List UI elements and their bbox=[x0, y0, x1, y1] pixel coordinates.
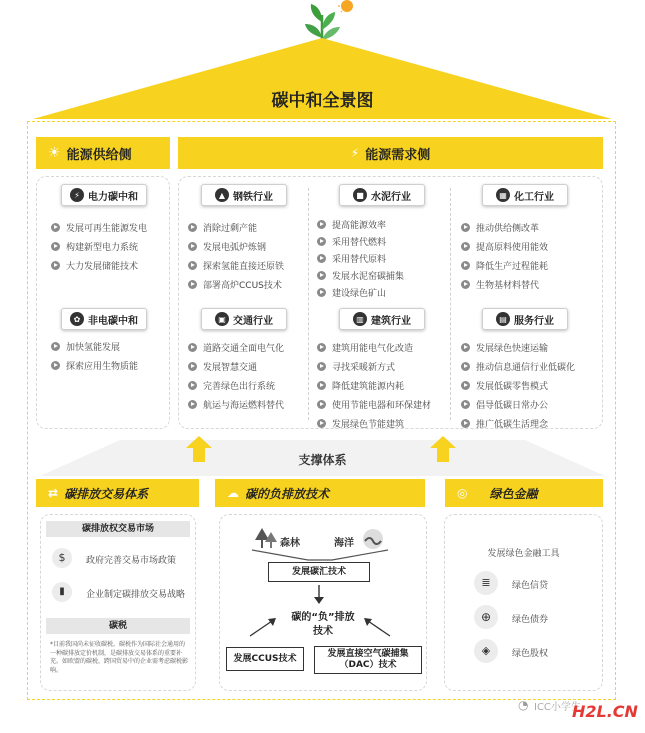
trading-header: 碳排放交易体系 bbox=[64, 486, 149, 501]
factory-icon: ▦ bbox=[496, 188, 510, 202]
supply-container bbox=[36, 176, 170, 429]
arrow-bullet-icon bbox=[461, 261, 470, 270]
negative-header: 碳的负排放技术 bbox=[245, 486, 330, 501]
item-text: 使用节能电器和环保建材 bbox=[332, 401, 432, 411]
coins-icon: ◎ bbox=[457, 486, 468, 500]
diag-arrow-icon bbox=[362, 616, 392, 638]
transport-list bbox=[188, 338, 284, 414]
service-icon: ▤ bbox=[496, 312, 510, 326]
arrow-bullet-icon bbox=[317, 343, 326, 352]
item-text: 发展智慧交通 bbox=[203, 363, 258, 373]
item-text: 发展绿色快速运输 bbox=[476, 344, 549, 354]
chemical-list bbox=[461, 218, 548, 294]
list-item bbox=[461, 218, 548, 237]
arrow-bullet-icon bbox=[188, 400, 197, 409]
negative-header-bar bbox=[215, 479, 425, 507]
tag-label: 钢铁行业 bbox=[233, 191, 273, 203]
arrow-bullet-icon bbox=[188, 261, 197, 270]
finance-header: 绿色金融 bbox=[489, 486, 538, 501]
power-list bbox=[51, 218, 147, 275]
list-item bbox=[317, 216, 404, 233]
item-text: 建筑用能电气化改造 bbox=[332, 344, 414, 354]
item-text: 采用替代燃料 bbox=[332, 238, 387, 248]
item-text: 探索氢能直接还原铁 bbox=[203, 262, 285, 272]
item-text: 推动供给侧改革 bbox=[476, 224, 540, 234]
list-item bbox=[461, 357, 575, 376]
list-item bbox=[188, 376, 284, 395]
center-label-b: 技术 bbox=[313, 626, 333, 637]
arrow-bullet-icon bbox=[188, 381, 197, 390]
list-item bbox=[188, 275, 284, 294]
item-text: 加快氢能发展 bbox=[66, 343, 121, 353]
arrow-bullet-icon bbox=[51, 223, 60, 232]
arrow-bullet-icon bbox=[188, 242, 197, 251]
list-item bbox=[461, 338, 575, 357]
tag-chemical bbox=[482, 184, 568, 206]
item-text: 航运与海运燃料替代 bbox=[203, 401, 285, 411]
building-icon: ▥ bbox=[353, 312, 367, 326]
finance-container bbox=[444, 514, 603, 691]
trading-header-bar bbox=[36, 479, 199, 507]
credit-icon: ≣ bbox=[474, 571, 498, 595]
list-item bbox=[461, 237, 548, 256]
item-text: 发展绿色节能建筑 bbox=[332, 420, 405, 430]
list-item bbox=[461, 414, 575, 433]
market-item: 政府完善交易市场政策 bbox=[86, 556, 177, 566]
item-text: 寻找采暖新方式 bbox=[332, 363, 396, 373]
arrow-bullet-icon bbox=[461, 280, 470, 289]
item-text: 发展可再生能源发电 bbox=[66, 224, 148, 234]
arrow-bullet-icon bbox=[317, 220, 326, 229]
finance-item: 绿色信贷 bbox=[512, 581, 549, 591]
arrow-bullet-icon bbox=[317, 254, 326, 263]
support-header: 支撑体系 bbox=[298, 453, 347, 467]
cloud-icon: ☁ bbox=[227, 486, 239, 500]
item-text: 生物基材料替代 bbox=[476, 281, 540, 291]
supply-header-bar bbox=[36, 137, 170, 169]
strategy-icon: ▮ bbox=[52, 582, 72, 602]
arrow-bullet-icon bbox=[188, 362, 197, 371]
item-text: 发展水泥窑碳捕集 bbox=[332, 272, 405, 282]
tag-label: 交通行业 bbox=[233, 315, 273, 327]
arrow-bullet-icon bbox=[461, 381, 470, 390]
roof bbox=[0, 36, 645, 126]
list-item bbox=[461, 376, 575, 395]
dac-label-b: （DAC）技术 bbox=[339, 660, 397, 670]
item-text: 推动信息通信行业低碳化 bbox=[476, 363, 576, 373]
arrow-bullet-icon bbox=[51, 342, 60, 351]
sun-icon: ☀ bbox=[48, 145, 61, 161]
tag-nonpower bbox=[61, 308, 147, 330]
arrow-bullet-icon bbox=[317, 381, 326, 390]
arrow-bullet-icon bbox=[317, 288, 326, 297]
forest-icon bbox=[254, 528, 278, 550]
steel-icon: ▲ bbox=[215, 188, 229, 202]
tag-steel bbox=[201, 184, 287, 206]
ccus-box: 发展CCUS技术 bbox=[226, 647, 304, 671]
list-item bbox=[461, 256, 548, 275]
list-item bbox=[317, 357, 431, 376]
item-text: 道路交通全面电气化 bbox=[203, 344, 285, 354]
item-text: 消除过剩产能 bbox=[203, 224, 258, 234]
diag-arrow-icon bbox=[248, 616, 278, 638]
arrow-bullet-icon bbox=[317, 237, 326, 246]
item-text: 发展电弧炉炼钢 bbox=[203, 243, 267, 253]
cement-icon: ■ bbox=[353, 188, 367, 202]
service-list bbox=[461, 338, 575, 433]
demand-header: 能源需求侧 bbox=[365, 147, 431, 163]
arrow-bullet-icon bbox=[461, 400, 470, 409]
list-item bbox=[317, 284, 404, 301]
sink-box: 发展碳汇技术 bbox=[268, 562, 370, 582]
list-item bbox=[51, 218, 147, 237]
ocean-label: 海洋 bbox=[334, 538, 354, 549]
connector-lines bbox=[250, 548, 390, 562]
tag-cement bbox=[339, 184, 425, 206]
list-item bbox=[51, 356, 138, 375]
list-item bbox=[188, 357, 284, 376]
list-item bbox=[188, 338, 284, 357]
arrow-bullet-icon bbox=[51, 242, 60, 251]
arrow-bullet-icon bbox=[188, 343, 197, 352]
list-item bbox=[461, 395, 575, 414]
arrow-bullet-icon bbox=[317, 362, 326, 371]
list-item bbox=[51, 337, 138, 356]
building-list bbox=[317, 338, 431, 433]
tag-label: 服务行业 bbox=[514, 315, 554, 327]
nonpower-list bbox=[51, 337, 138, 375]
item-text: 降低生产过程能耗 bbox=[476, 262, 549, 272]
watermark-text: ICC小学生 bbox=[534, 702, 581, 713]
tag-building bbox=[339, 308, 425, 330]
arrow-bullet-icon bbox=[461, 242, 470, 251]
arrow-bullet-icon bbox=[461, 419, 470, 428]
tag-label: 非电碳中和 bbox=[88, 315, 138, 327]
arrow-bullet-icon bbox=[51, 361, 60, 370]
policy-icon: $ bbox=[52, 548, 72, 568]
down-arrow-icon bbox=[313, 585, 325, 605]
list-item bbox=[317, 233, 404, 250]
cement-list bbox=[317, 216, 404, 301]
tag-label: 水泥行业 bbox=[371, 191, 411, 203]
list-item bbox=[461, 275, 548, 294]
item-text: 完善绿色出行系统 bbox=[203, 382, 276, 392]
tax-label-bar: 碳税 bbox=[46, 618, 190, 634]
demand-header-bar bbox=[178, 137, 603, 169]
list-item bbox=[188, 218, 284, 237]
list-item bbox=[188, 256, 284, 275]
divider bbox=[308, 188, 309, 420]
list-item bbox=[51, 256, 147, 275]
dac-label-a: 发展直接空气碳捕集 bbox=[327, 649, 409, 660]
tag-service bbox=[482, 308, 568, 330]
list-item bbox=[317, 395, 431, 414]
bus-icon: ▣ bbox=[215, 312, 229, 326]
divider bbox=[450, 188, 451, 420]
dac-box bbox=[314, 646, 422, 674]
forest-label: 森林 bbox=[280, 538, 300, 549]
item-text: 发展低碳零售模式 bbox=[476, 382, 549, 392]
list-item bbox=[317, 250, 404, 267]
item-text: 建设绿色矿山 bbox=[332, 289, 387, 299]
item-text: 采用替代原料 bbox=[332, 255, 387, 265]
steel-list bbox=[188, 218, 284, 294]
arrow-bullet-icon bbox=[317, 419, 326, 428]
wave-icon bbox=[362, 528, 384, 550]
list-item bbox=[317, 376, 431, 395]
tag-power bbox=[61, 184, 147, 206]
finance-item: 绿色股权 bbox=[512, 649, 549, 659]
finance-header-bar bbox=[445, 479, 603, 507]
item-text: 降低建筑能源内耗 bbox=[332, 382, 405, 392]
arrow-bullet-icon bbox=[51, 261, 60, 270]
item-text: 推广低碳生活理念 bbox=[476, 420, 549, 430]
item-text: 提高能源效率 bbox=[332, 221, 387, 231]
market-item: 企业制定碳排放交易战略 bbox=[86, 590, 186, 600]
center-label-a: 碳的“负”排放 bbox=[291, 612, 355, 623]
exchange-icon: ⇄ bbox=[48, 486, 59, 500]
item-text: 构建新型电力系统 bbox=[66, 243, 139, 253]
item-text: 部署高炉CCUS技术 bbox=[203, 281, 282, 291]
list-item bbox=[317, 338, 431, 357]
arrow-bullet-icon bbox=[317, 271, 326, 280]
tag-label: 建筑行业 bbox=[371, 315, 411, 327]
arrow-bullet-icon bbox=[461, 223, 470, 232]
stock-icon: ◈ bbox=[474, 639, 498, 663]
power-icon: ⚡ bbox=[70, 188, 84, 202]
tag-label: 化工行业 bbox=[514, 191, 554, 203]
market-label-bar: 碳排放权交易市场 bbox=[46, 521, 190, 537]
finance-item: 绿色债券 bbox=[512, 615, 549, 625]
list-item bbox=[188, 395, 284, 414]
leaf-icon: ✿ bbox=[70, 312, 84, 326]
wechat-icon: ◔ bbox=[518, 698, 529, 712]
item-text: 大力发展储能技术 bbox=[66, 262, 139, 272]
finance-tools-label: 发展绿色金融工具 bbox=[487, 549, 560, 559]
tag-label: 电力碳中和 bbox=[88, 191, 138, 203]
globe-icon: ⊕ bbox=[474, 605, 498, 629]
tax-note: *目前我国尚未征收碳税。碳税作为国际社会通用的一种碳排放定价机制，是碳排放交易体系的重要补充。如欧盟的碳税，跨国贸易中的企业需考虑碳税影响。 bbox=[50, 641, 189, 675]
arrow-bullet-icon bbox=[188, 223, 197, 232]
arrow-bullet-icon bbox=[317, 400, 326, 409]
list-item bbox=[188, 237, 284, 256]
item-text: 提高原料使用能效 bbox=[476, 243, 549, 253]
plug-icon: ⚡ bbox=[350, 146, 360, 160]
item-text: 探索应用生物质能 bbox=[66, 362, 139, 372]
arrow-bullet-icon bbox=[461, 362, 470, 371]
list-item bbox=[317, 267, 404, 284]
watermark-site: H2L.CN bbox=[572, 702, 638, 721]
page-title: 碳中和全景图 bbox=[271, 91, 374, 111]
arrow-bullet-icon bbox=[188, 280, 197, 289]
item-text: 倡导低碳日常办公 bbox=[476, 401, 549, 411]
arrow-bullet-icon bbox=[461, 343, 470, 352]
supply-header: 能源供给侧 bbox=[66, 147, 132, 163]
tag-transport bbox=[201, 308, 287, 330]
list-item bbox=[317, 414, 431, 433]
list-item bbox=[51, 237, 147, 256]
